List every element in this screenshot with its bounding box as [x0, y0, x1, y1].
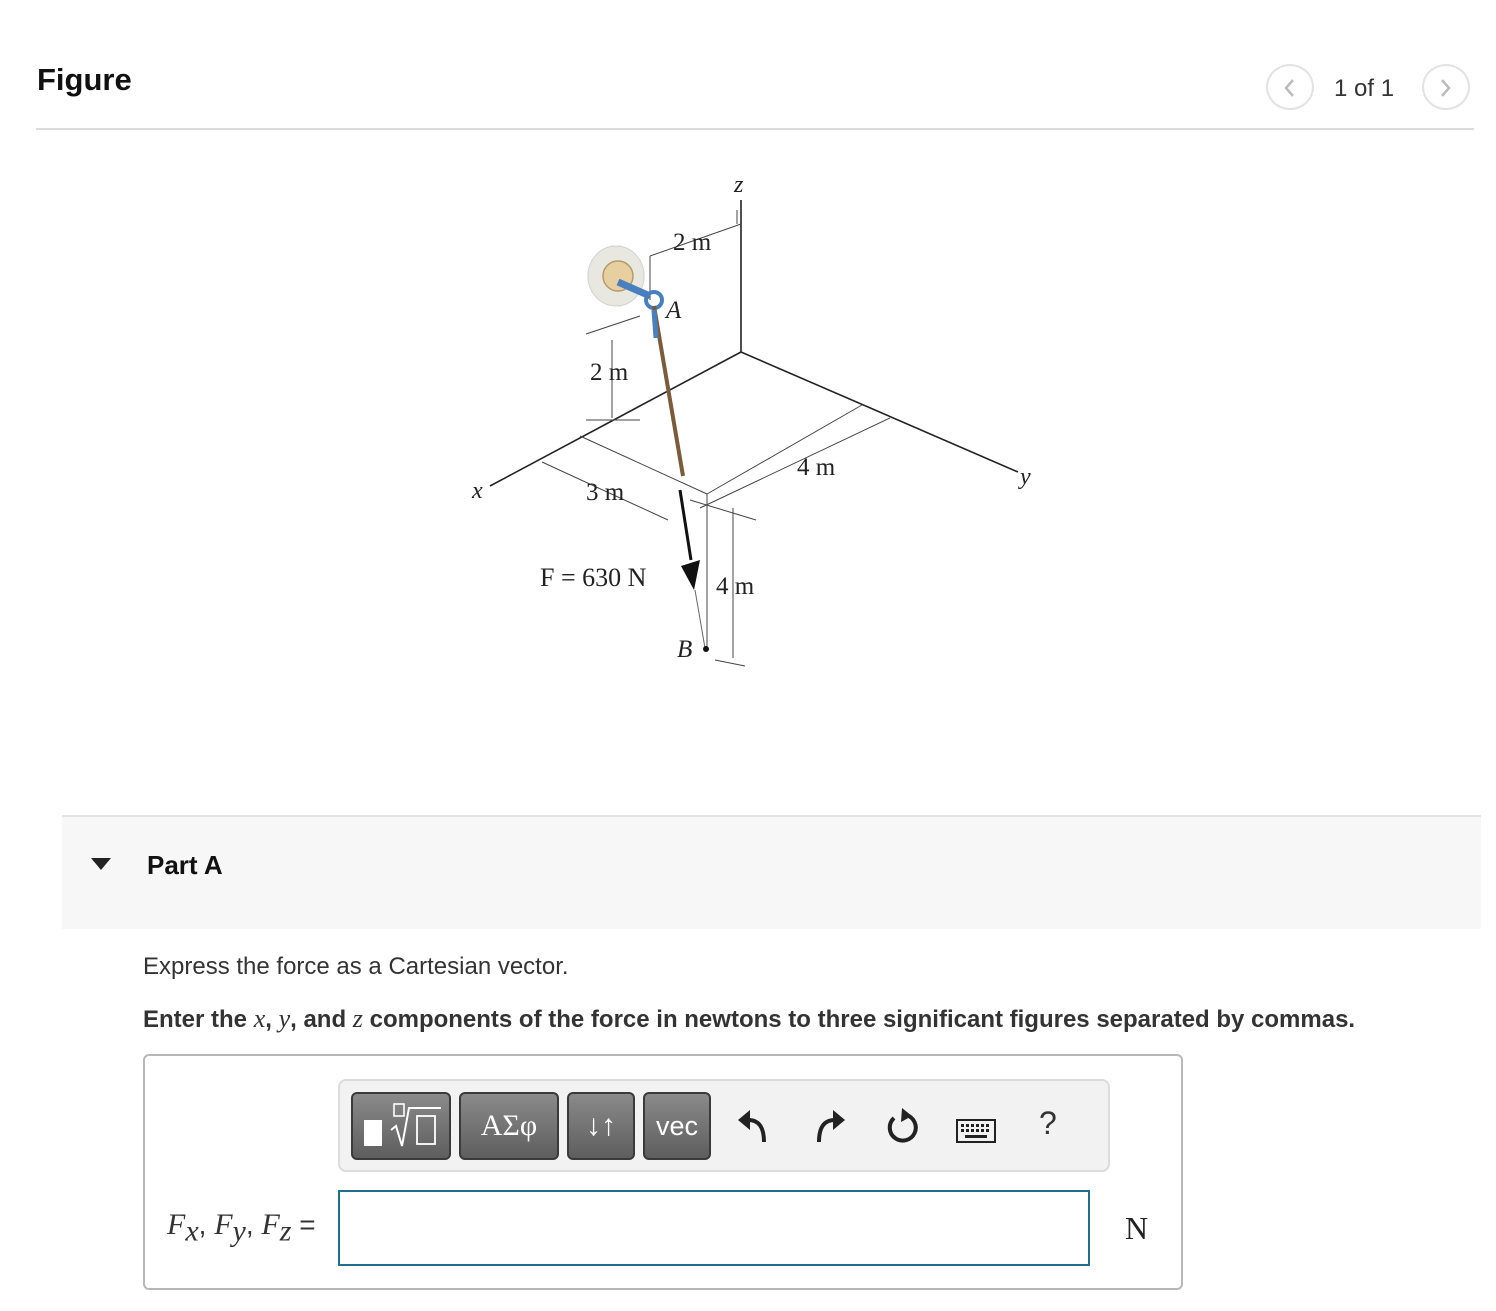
question-instructions — [143, 1004, 1355, 1034]
templates-icon — [359, 1102, 443, 1150]
vector-button[interactable]: vec — [643, 1092, 711, 1160]
instr-sep1: , — [265, 1006, 279, 1033]
undo-icon[interactable] — [736, 1106, 770, 1146]
dim-y-label: 4 m — [797, 454, 836, 481]
var-x: x — [253, 1004, 266, 1033]
previous-figure-button[interactable] — [1266, 64, 1314, 110]
force-label: F = 630 N — [540, 563, 647, 592]
redo-icon[interactable] — [813, 1106, 847, 1146]
label-f2: F — [214, 1208, 233, 1241]
header-divider — [36, 128, 1474, 130]
instr-suffix: components of the force in newtons to three significant figures separated by commas. — [362, 1006, 1356, 1033]
dim-down-label: 4 m — [716, 573, 755, 600]
next-figure-button[interactable] — [1422, 64, 1470, 110]
point-b-dot — [703, 646, 709, 652]
y-axis-label: y — [1020, 464, 1031, 490]
instr-sep2: , and — [290, 1006, 353, 1033]
point-b-label: B — [677, 636, 693, 663]
label-equals: = — [291, 1209, 316, 1240]
reset-icon[interactable] — [884, 1106, 920, 1146]
part-a-header[interactable] — [62, 815, 1481, 929]
force-diagram — [460, 160, 1060, 680]
dim-top-label: 2 m — [673, 229, 712, 256]
templates-button[interactable] — [351, 1092, 451, 1160]
help-button[interactable]: ? — [1039, 1105, 1057, 1141]
dim-left-label: 2 m — [590, 359, 629, 386]
part-title: Part A — [147, 850, 223, 880]
figure-pager — [1266, 64, 1474, 112]
subscript-superscript-button[interactable]: ↓↑ — [567, 1092, 635, 1160]
var-y: y — [278, 1004, 291, 1033]
label-f1: F — [167, 1208, 186, 1241]
label-comma1: , — [198, 1209, 215, 1240]
chevron-right-icon — [1438, 78, 1454, 98]
x-axis-label: x — [472, 478, 483, 504]
math-toolbar — [338, 1079, 1110, 1172]
figure-title: Figure — [37, 62, 132, 97]
axes — [490, 200, 1018, 486]
greek-symbols-button[interactable]: ΑΣφ — [459, 1092, 559, 1160]
chevron-left-icon — [1282, 78, 1298, 98]
figure-count: 1 of 1 — [1334, 75, 1395, 102]
answer-label — [167, 1208, 316, 1249]
question-text: Express the force as a Cartesian vector. — [143, 953, 569, 980]
label-f3: F — [261, 1208, 280, 1241]
z-axis-label: z — [734, 172, 744, 198]
label-sub-x: x — [185, 1214, 199, 1248]
point-a-label: A — [666, 297, 682, 324]
keyboard-icon[interactable] — [956, 1119, 996, 1143]
var-z: z — [352, 1004, 363, 1033]
label-sub-z: z — [279, 1214, 292, 1248]
cable — [654, 306, 683, 476]
label-sub-y: y — [232, 1214, 246, 1248]
answer-area — [143, 1054, 1183, 1290]
instr-prefix: Enter the — [143, 1006, 254, 1033]
label-comma2: , — [245, 1209, 262, 1240]
caret-down-icon[interactable] — [90, 857, 112, 871]
unit-label: N — [1125, 1210, 1149, 1246]
dim-x-label: 3 m — [586, 479, 625, 506]
answer-input[interactable] — [338, 1190, 1090, 1266]
force-arrow — [680, 490, 705, 648]
